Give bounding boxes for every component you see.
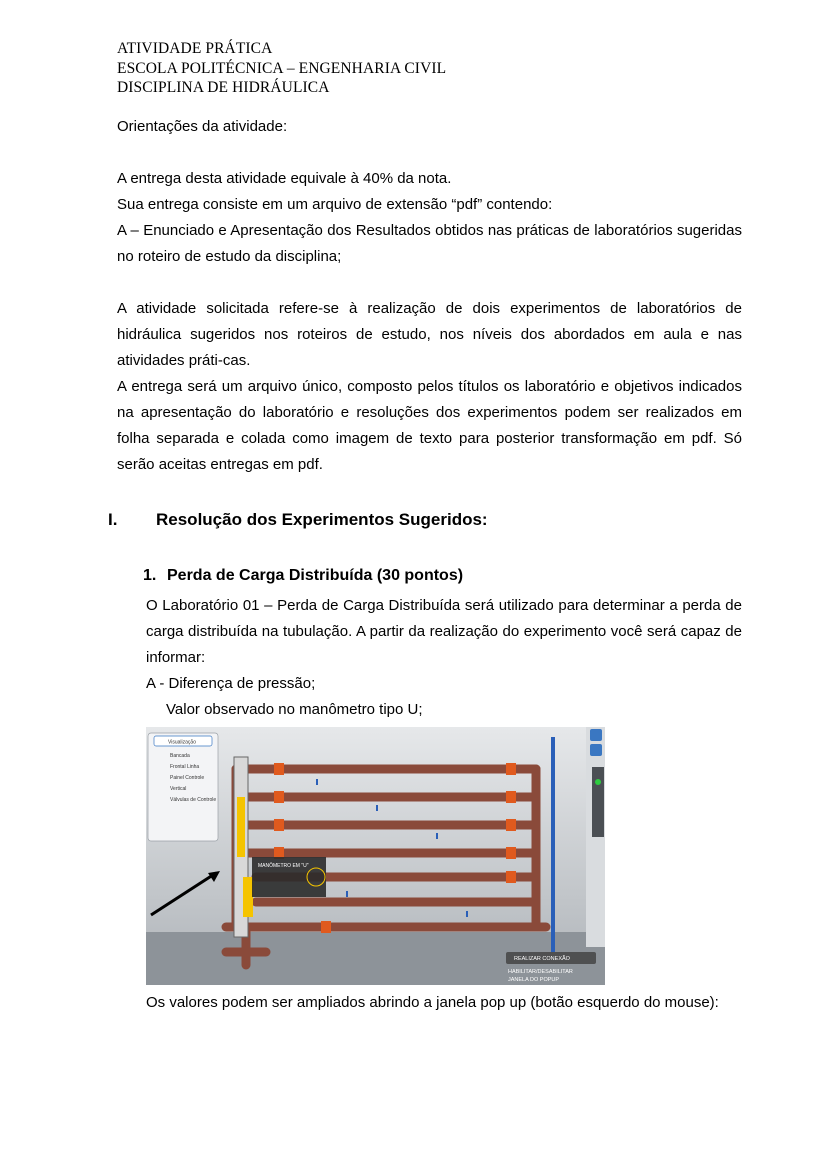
popup-toggle-label-2: JANELA DO POPUP xyxy=(508,977,560,983)
figure-caption: Os valores podem ser ampliados abrindo a janela pop up (botão esquerdo do mouse): xyxy=(146,994,719,1011)
section-heading xyxy=(108,510,488,530)
panel-item-1: Bancada xyxy=(170,753,190,759)
header-line-1: ATIVIDADE PRÁTICA xyxy=(117,40,273,57)
subsection-title: Perda de Carga Distribuída (30 pontos) xyxy=(167,567,464,584)
intro-line-2: Sua entrega consiste em um arquivo de extensão “pdf” contendo: xyxy=(117,196,553,213)
header-line-2: ESCOLA POLITÉCNICA – ENGENHARIA CIVIL xyxy=(117,59,447,77)
intro-line-3: A – Enunciado e Apresentação dos Resultados obtidos nas práticas de laboratórios sugeridas no roteiro de estudo da disciplina; xyxy=(117,222,742,265)
section-title: Resolução dos Experimentos Sugeridos: xyxy=(156,510,488,529)
section-number: I. xyxy=(108,510,118,529)
lab-simulator-screenshot xyxy=(146,727,605,985)
panel-item-3: Painel Controle xyxy=(170,775,205,781)
popup-toggle-label-1: HABILITAR/DESABILITAR xyxy=(508,969,573,975)
connect-button-label: REALIZAR CONEXÃO xyxy=(514,956,570,962)
document-header xyxy=(117,39,446,98)
intro-line-1: A entrega desta atividade equivale à 40% da nota. xyxy=(117,170,452,187)
intro-paragraph-3: A entrega será um arquivo único, composto pelos títulos os laboratório e objetivos indicados na apresentação do laboratório e resoluções dos experimentos podem ser realizados em folha separada e colada como imagem de texto para posterior transformação em pdf. Só serão aceitas entregas em pdf. xyxy=(117,378,742,473)
lab-description: O Laboratório 01 – Perda de Carga Distribuída será utilizado para determinar a perda de carga distribuída na tubulação. A partir da realização do experimento você será capaz de informar: xyxy=(146,597,742,666)
panel-title: Visualização xyxy=(168,739,196,746)
panel-item-5: Válvulas de Controle xyxy=(170,797,217,803)
panel-item-2: Frontal Linha xyxy=(170,764,200,770)
guidelines-heading: Orientações da atividade: xyxy=(117,118,288,135)
intro-paragraph-2: A atividade solicitada refere-se à realização de dois experimentos de laboratórios de hidráulica sugeridos nos roteiros de estudo, nos níveis dos abordados em aula e nas atividades práti-cas. xyxy=(117,300,742,369)
subsection-heading xyxy=(143,567,463,585)
subsection-number: 1. xyxy=(143,567,157,584)
popup-title: MANÔMETRO EM "U" xyxy=(258,863,309,869)
item-a: A - Diferença de pressão; xyxy=(146,675,316,692)
item-a-detail: Valor observado no manômetro tipo U; xyxy=(166,701,423,718)
panel-item-4: Vertical xyxy=(170,786,187,792)
header-line-3: DISCIPLINA DE HIDRÁULICA xyxy=(117,79,330,96)
